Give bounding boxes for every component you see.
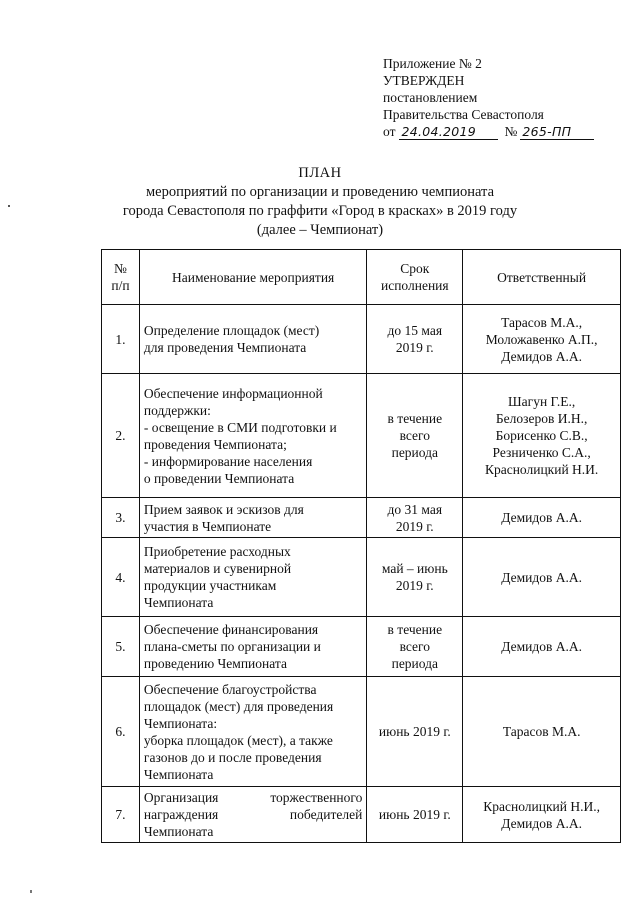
event-term-line: периода (391, 445, 439, 460)
table-row (102, 787, 621, 843)
resolution-label: постановлением (383, 90, 478, 105)
event-responsible (463, 617, 621, 677)
event-term-line: 2019 г. (395, 340, 434, 355)
table-row (102, 374, 621, 498)
table-row (102, 305, 621, 374)
approved-label: УТВЕРЖДЕН (383, 73, 465, 88)
date-prefix: от (383, 124, 396, 139)
header-responsible: Ответственный (463, 250, 621, 305)
row-number: 3. (102, 498, 140, 538)
header-term (367, 250, 463, 305)
row-number: 2. (102, 374, 140, 498)
event-name-line: плана-сметы по организации и (143, 639, 321, 654)
row-number: 4. (102, 538, 140, 617)
event-responsible-line: Тарасов М.А., (501, 314, 583, 330)
event-name-line: Определение площадок (мест) (143, 323, 320, 338)
header-num-line: № (114, 261, 127, 276)
event-responsible-line: Демидов А.А. (501, 569, 582, 585)
event-name-line: Приобретение расходных (143, 544, 291, 559)
event-responsible-line: Демидов А.А. (501, 639, 582, 654)
handwritten-number: 265-ПП (520, 125, 594, 140)
event-name (139, 677, 366, 787)
event-term-line: в течение (387, 411, 443, 426)
event-term (367, 374, 463, 498)
header-term-line: Срок (400, 261, 430, 276)
row-number: 7. (102, 787, 140, 843)
table-body (102, 305, 621, 843)
event-responsible (463, 677, 621, 787)
header-num (102, 250, 140, 305)
event-name-line: о проведении Чемпионата (143, 470, 295, 486)
event-responsible-line: Краснолицкий Н.И. (484, 462, 599, 477)
event-term-line: июнь 2019 г. (378, 807, 451, 822)
event-name-line: уборка площадок (мест), а также (143, 732, 333, 748)
handwritten-date: 24.04.2019 (399, 125, 498, 140)
header-term-line: исполнения (380, 278, 449, 293)
event-name (139, 305, 366, 374)
title-sub-1: мероприятий по организации и проведению чемпионата (145, 184, 495, 200)
event-term (367, 498, 463, 538)
event-term (367, 538, 463, 617)
event-responsible-line: Демидов А.А. (501, 815, 582, 831)
event-responsible (463, 787, 621, 843)
event-name-line: Чемпионата (143, 766, 214, 782)
approval-header (383, 55, 623, 140)
row-number: 1. (102, 305, 140, 374)
event-name-line: Чемпионата (143, 824, 214, 839)
event-name (139, 498, 366, 538)
event-responsible-line: Борисенко С.В., (495, 428, 588, 443)
table-row (102, 538, 621, 617)
event-term-line: 2019 г. (395, 578, 434, 593)
event-name-line: проведению Чемпионата (143, 656, 287, 671)
event-responsible-line: Моложавенко А.П., (485, 331, 598, 347)
number-prefix: № (504, 124, 518, 139)
event-responsible-line: Резниченко С.А., (492, 445, 591, 460)
title-main: ПЛАН (298, 165, 342, 181)
event-responsible (463, 305, 621, 374)
event-term (367, 787, 463, 843)
event-name (139, 617, 366, 677)
title-sub-2: города Севастополя по граффити «Город в красках» в 2019 году (122, 203, 518, 219)
margin-mark (30, 890, 32, 893)
event-responsible (463, 538, 621, 617)
event-term-line: июнь 2019 г. (378, 724, 451, 739)
row-number: 6. (102, 677, 140, 787)
event-term-line: до 15 мая (387, 323, 443, 338)
event-term-line: 2019 г. (395, 518, 434, 534)
title-sub-3: (далее – Чемпионат) (256, 222, 384, 238)
event-name-line: участия в Чемпионате (143, 518, 272, 534)
event-name-line: Чемпионата: (143, 715, 218, 731)
event-name-line: награждения победителей (143, 807, 363, 822)
event-name-line: Прием заявок и эскизов для (143, 501, 304, 517)
event-name-line: газонов до и после проведения (143, 749, 322, 765)
event-term-line: май – июнь (381, 561, 448, 576)
event-responsible-line: Краснолицкий Н.И., (483, 798, 600, 814)
event-name-line: поддержки: (143, 402, 211, 418)
event-name-line: материалов и сувенирной (143, 561, 292, 576)
event-name-line: проведения Чемпионата; (143, 436, 287, 452)
header-name: Наименование мероприятия (139, 250, 366, 305)
event-responsible-line: Демидов А.А. (501, 348, 582, 364)
event-name-line: Чемпионата (143, 595, 214, 610)
event-name-line: продукции участникам (143, 578, 277, 593)
event-name-line: для проведения Чемпионата (143, 340, 307, 355)
event-name (139, 374, 366, 498)
row-number: 5. (102, 617, 140, 677)
event-responsible-line: Белозеров И.Н., (495, 411, 588, 426)
event-term-line: в течение (387, 622, 443, 637)
event-name-line: Обеспечение благоустройства (143, 681, 317, 697)
event-term (367, 305, 463, 374)
plan-table (101, 249, 621, 843)
event-name (139, 538, 366, 617)
table-row (102, 617, 621, 677)
event-term-line: до 31 мая (387, 501, 443, 517)
event-name (139, 787, 366, 843)
table-row (102, 498, 621, 538)
event-term-line: периода (391, 656, 439, 671)
event-term (367, 617, 463, 677)
table-row (102, 677, 621, 787)
event-name-line: Обеспечение информационной (143, 385, 323, 401)
event-name-line: Обеспечение финансирования (143, 622, 319, 637)
document-title (0, 164, 640, 240)
event-name-line: Организация торжественного (143, 790, 363, 805)
government-label: Правительства Севастополя (383, 107, 544, 122)
event-responsible-line: Демидов А.А. (501, 510, 582, 525)
header-num-line: п/п (111, 278, 130, 293)
event-responsible (463, 498, 621, 538)
event-term (367, 677, 463, 787)
event-name-line: - информирование населения (143, 453, 313, 469)
event-term-line: всего (399, 639, 431, 654)
event-responsible-line: Шагун Г.Е., (508, 394, 576, 409)
date-number-line (383, 123, 623, 140)
event-term-line: всего (399, 428, 431, 443)
event-responsible-line: Тарасов М.А. (502, 724, 581, 739)
event-name-line: - освещение в СМИ подготовки и (143, 419, 337, 435)
event-responsible (463, 374, 621, 498)
table-header-row (102, 250, 621, 305)
appendix-label: Приложение № 2 (383, 56, 482, 71)
event-name-line: площадок (мест) для проведения (143, 698, 334, 714)
